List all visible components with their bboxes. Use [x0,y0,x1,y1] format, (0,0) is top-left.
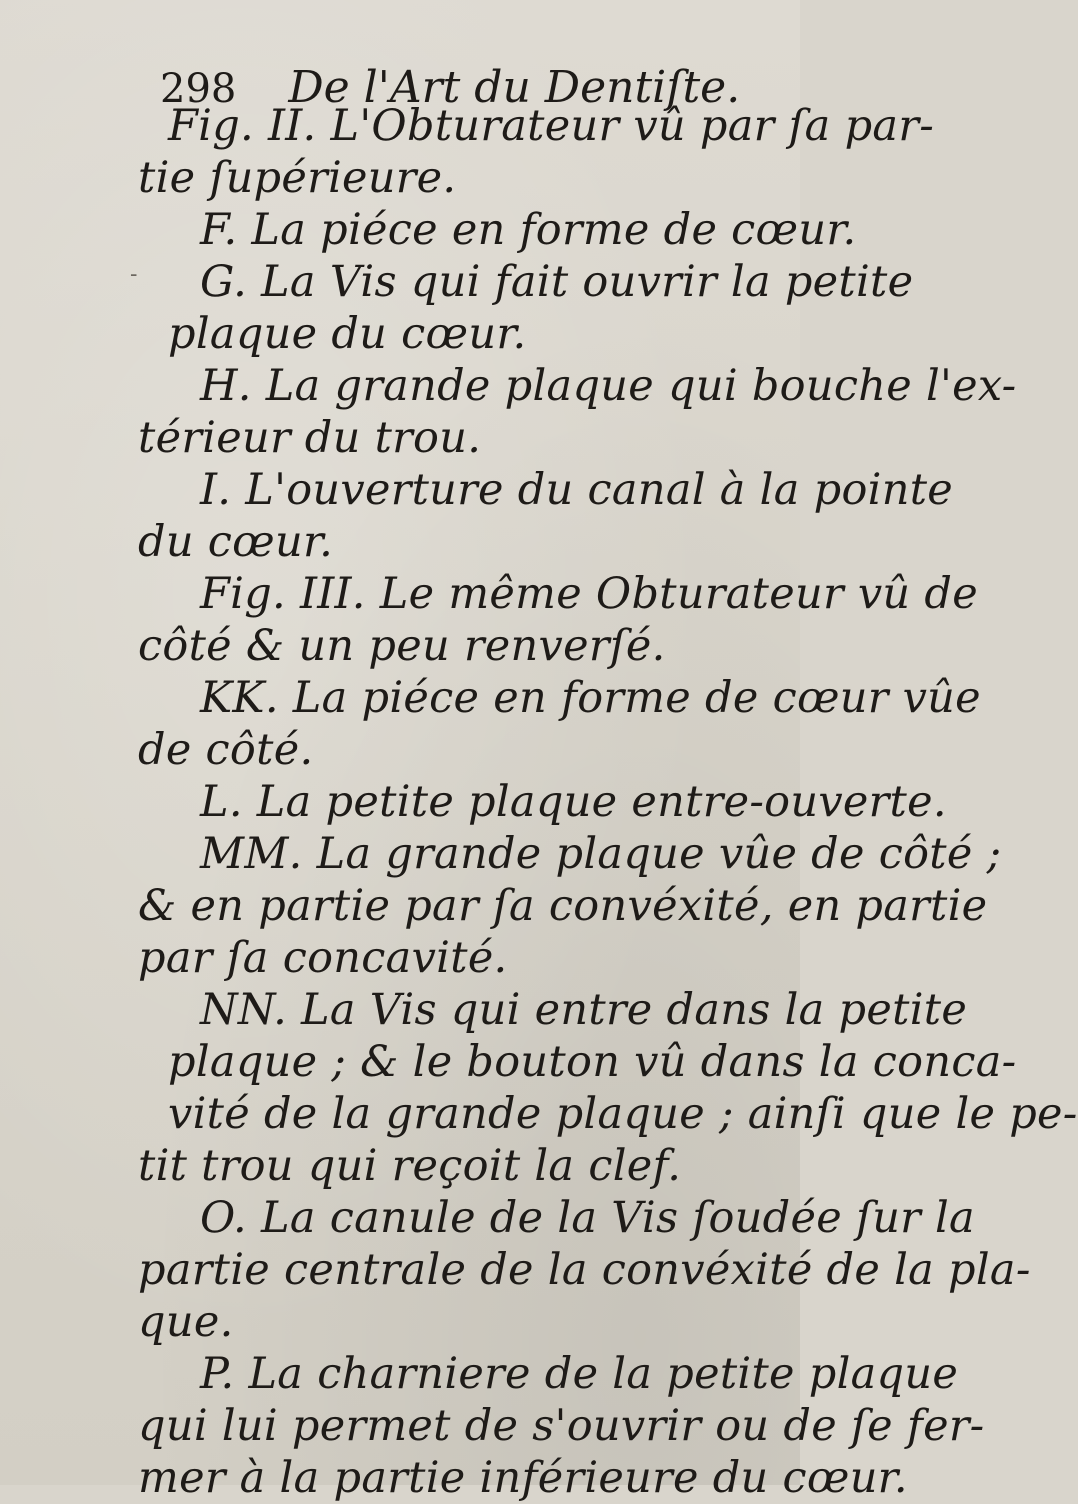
text-line: NN. La Vis qui entre dans la petite [200,985,968,1035]
text-line: I. L'ouverture du canal à la pointe [200,465,954,515]
text-line: partie centrale de la convéxité de la pla- [138,1245,1031,1295]
text-line: de côté. [138,725,314,775]
margin-mark: - [130,262,138,287]
text-line: & en partie par ſa convéxité, en partie [138,881,988,931]
text-line: P. La charniere de la petite plaque [200,1349,959,1399]
text-line: KK. La piéce en forme de cœur vûe [200,673,981,723]
text-line: térieur du trou. [138,413,482,463]
text-line: G. La Vis qui fait ouvrir la petite [200,257,914,307]
text-line: tie ſupérieure. [138,153,457,203]
text-line: vité de la grande plaque ; ainſi que le pe- [168,1089,1078,1139]
text-line: qui lui permet de s'ouvrir ou de ſe fer- [138,1401,985,1451]
text-line: plaque du cœur. [168,309,527,359]
text-line: F. La piéce en forme de cœur. [200,205,857,255]
text-line: Fig. II. L'Obturateur vû par ſa par- [168,101,935,151]
text-line: tit trou qui reçoit la clef. [138,1141,682,1191]
text-line: Fig. III. Le même Obturateur vû de [200,569,978,619]
text-line: côté & un peu renverſé. [138,621,666,671]
text-line: mer à la partie inférieure du cœur. [138,1453,908,1503]
text-line: H. La grande plaque qui bouche l'ex- [200,361,1017,411]
text-line: que. [138,1297,234,1347]
text-line: du cœur. [138,517,334,567]
page-number: 298 [160,66,237,112]
text-line: MM. La grande plaque vûe de côté ; [200,829,1002,879]
text-line: plaque ; & le bouton vû dans la conca- [168,1037,1017,1087]
text-line: L. La petite plaque entre-ouverte. [200,777,947,827]
figure-legend-text [138,100,1078,1504]
text-line: par ſa concavité. [138,933,508,983]
running-title: De l'Art du Dentiſte. [288,62,741,113]
text-line: O. La canule de la Vis ſoudée ſur la [200,1193,975,1243]
